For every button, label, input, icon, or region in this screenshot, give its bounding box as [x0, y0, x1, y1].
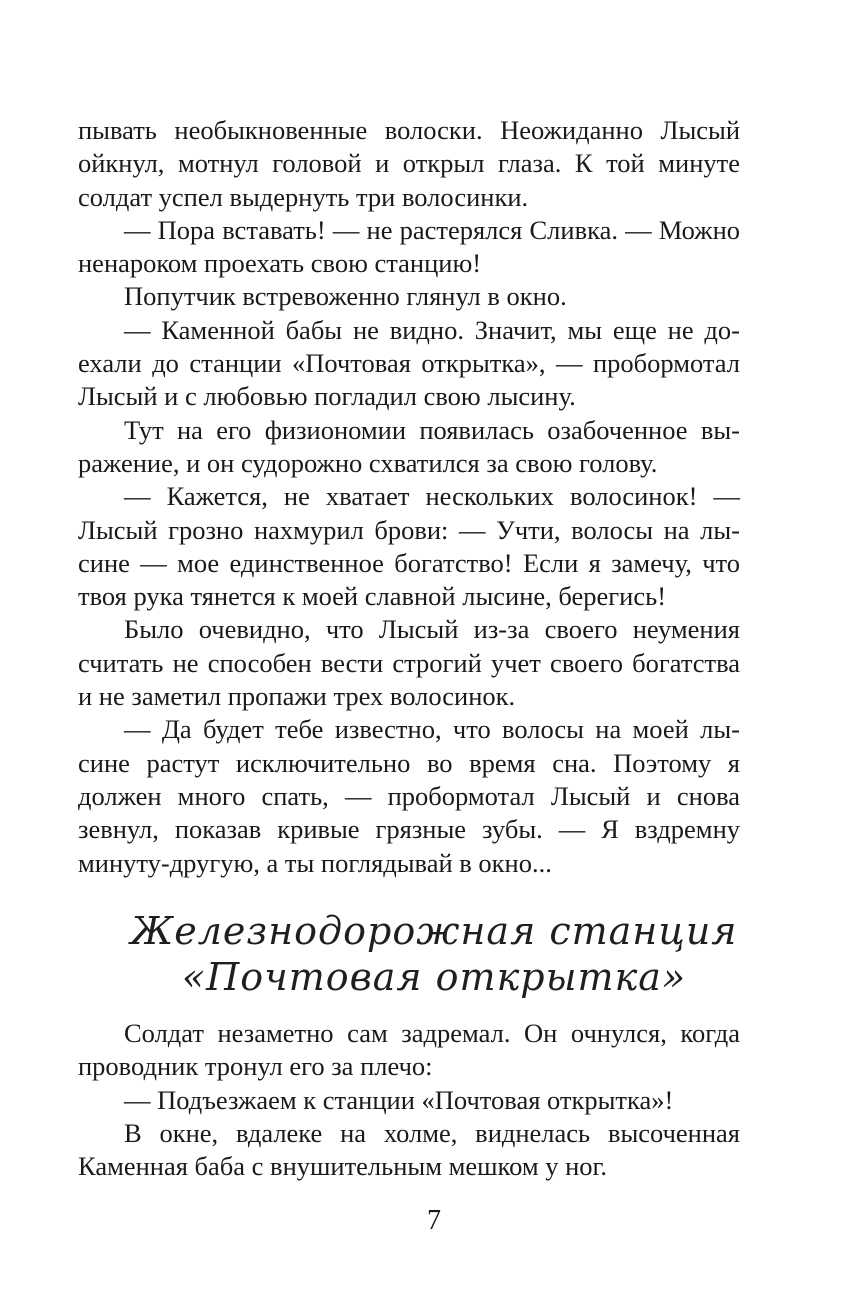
- paragraph: В окне, вдалеке на холме, виднелась высоченная Каменная баба с внушительным мешком у ног.: [78, 1117, 740, 1182]
- page-number: 7: [427, 1205, 441, 1236]
- chapter-title-line-1: Железнодорожная станция: [130, 909, 738, 953]
- paragraph: Попутчик встревоженно глянул в окно.: [124, 281, 567, 312]
- paragraph: пывать необыкновенные волоски. Неожиданно Лысый ойкнул, мотнул головой и открыл глаза. К той минуте солдат успел выдернуть три волосинки.: [78, 115, 740, 212]
- paragraph: Тут на его физиономии появилась озабоченное выражение, и он судорожно схватился за свою голову.: [78, 414, 740, 478]
- paragraph: — Пора вставать! — не растерялся Сливка. — Можно ненароком проехать свою станцию!: [78, 214, 740, 279]
- paragraph: — Да будет тебе известно, что волосы на моей лысине растут исключительно во время сна. Поэтому я должен много спать, — пробормотал Лысый и снова зевнул, показав кривые грязные зубы. — Я вздремну минуту-другую, а ты поглядывай в окно...: [78, 714, 740, 878]
- chapter-title-line-2: «Почтовая открытка»: [181, 955, 687, 999]
- chapter-title: [40, 908, 828, 1000]
- paragraph: — Кажется, не хватает нескольких волосинок! — Лысый грозно нахмурил брови: — Учти, волосы на лысине — мое единственное богатство! Если я замечу, что твоя рука тянется к моей славной лысине, берегись!: [78, 481, 740, 612]
- paragraph: — Подъезжаем к станции «Почтовая открытка»!: [124, 1084, 674, 1115]
- paragraph: — Каменной бабы не видно. Значит, мы еще не доехали до станции «Почтовая открытка», — пробормотал Лысый и с любовью погладил свою лысину.: [78, 314, 740, 412]
- paragraph: Солдат незаметно сам задремал. Он очнулся, когда проводник тронул его за плечо:: [78, 1018, 740, 1082]
- paragraph: Было очевидно, что Лысый из-за своего неумения считать не способен вести строгий учет своего богатства и не заметил пропажи трех волосинок.: [78, 614, 740, 712]
- body-text-top: [78, 114, 740, 880]
- body-text-bottom: [78, 1017, 740, 1183]
